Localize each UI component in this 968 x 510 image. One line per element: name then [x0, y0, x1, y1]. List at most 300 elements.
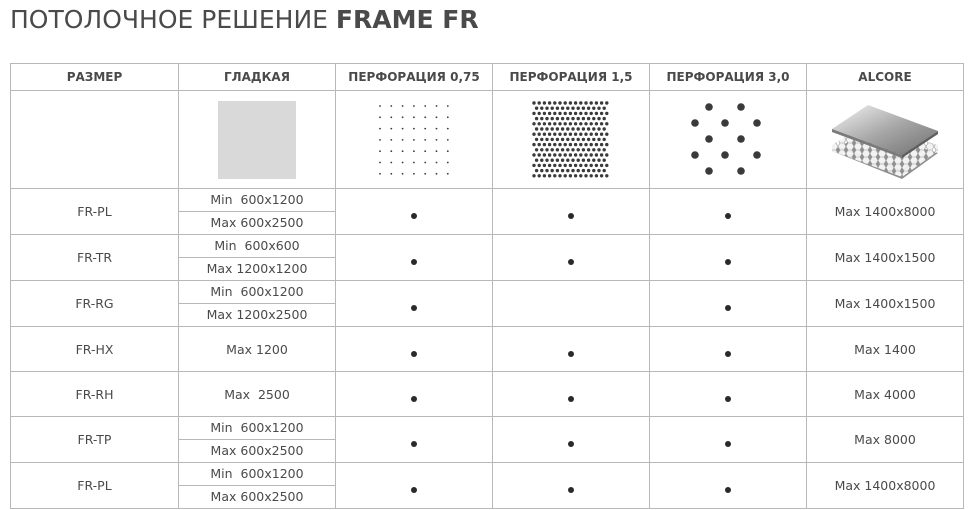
perforation-hole	[577, 127, 580, 130]
perforation-hole	[603, 158, 606, 161]
availability-dot-icon	[725, 396, 731, 402]
perforation-hole	[600, 163, 603, 166]
perforation-hole	[540, 106, 543, 109]
perforation-hole	[538, 153, 541, 156]
perforation-hole	[447, 150, 449, 152]
perforation-hole	[390, 161, 392, 163]
size-cell: FR-TR	[11, 235, 179, 281]
perforation-hole	[540, 168, 543, 171]
perforation-hole	[413, 127, 415, 129]
swatch-alcore-cell	[807, 91, 964, 189]
perforation-hole	[390, 139, 392, 141]
perforation-hole	[545, 158, 548, 161]
perforation-hole	[535, 127, 538, 130]
availability-dot-icon	[725, 441, 731, 447]
alcore-cell: Max 1400x8000	[807, 463, 964, 509]
perforation-hole	[600, 101, 603, 104]
perforation-hole	[424, 127, 426, 129]
perforation-hole	[543, 142, 546, 145]
perforation-hole	[379, 127, 381, 129]
perforation-hole	[574, 111, 577, 114]
header-size: РАЗМЕР	[11, 64, 179, 91]
perforation-hole	[379, 139, 381, 141]
perf075-cell	[336, 372, 493, 417]
alcore-cell: Max 8000	[807, 417, 964, 463]
perforation-hole	[447, 172, 449, 174]
table-row	[11, 372, 964, 417]
perf30-cell	[650, 463, 807, 509]
perforation-hole	[561, 127, 564, 130]
perforation-hole	[569, 142, 572, 145]
perforation-hole	[597, 158, 600, 161]
perforation-hole	[590, 153, 593, 156]
perforation-hole	[577, 116, 580, 119]
alcore-cell: Max 1400x1500	[807, 235, 964, 281]
perforation-hole	[569, 163, 572, 166]
perforation-hole	[587, 148, 590, 151]
perforation-hole	[582, 116, 585, 119]
perforation-hole	[574, 142, 577, 145]
perforation-hole	[535, 148, 538, 151]
smooth-cell	[179, 463, 336, 509]
perforation-hole	[691, 151, 699, 159]
perforation-hole	[592, 158, 595, 161]
perforation-hole	[571, 148, 574, 151]
smooth-cell	[179, 235, 336, 281]
perforation-hole	[543, 153, 546, 156]
perf30-cell	[650, 189, 807, 235]
perforation-30-icon	[689, 101, 767, 179]
perf15-cell	[493, 417, 650, 463]
perf15-cell	[493, 463, 650, 509]
perforation-hole	[603, 106, 606, 109]
perforation-hole	[587, 106, 590, 109]
perforation-hole	[584, 142, 587, 145]
smooth-max-value: Max 1200x1200	[179, 257, 335, 280]
perforation-hole	[600, 174, 603, 177]
perforation-hole	[587, 137, 590, 140]
perforation-hole	[551, 148, 554, 151]
perforation-hole	[436, 161, 438, 163]
perforation-hole	[582, 106, 585, 109]
perforation-hole	[605, 163, 608, 166]
perforation-hole	[579, 153, 582, 156]
smooth-min-value: Min 600x1200	[210, 466, 304, 481]
perforation-hole	[590, 142, 593, 145]
page-title	[10, 3, 479, 37]
size-cell: FR-PL	[11, 463, 179, 509]
perforation-hole	[564, 122, 567, 125]
availability-dot-icon	[568, 441, 574, 447]
perforation-hole	[574, 163, 577, 166]
perforation-hole	[535, 106, 538, 109]
perforation-hole	[413, 172, 415, 174]
perforation-hole	[590, 163, 593, 166]
perforation-hole	[564, 174, 567, 177]
perforation-hole	[600, 111, 603, 114]
perforation-hole	[569, 132, 572, 135]
perforation-hole	[597, 137, 600, 140]
header-perf-15: ПЕРФОРАЦИЯ 1,5	[493, 64, 650, 91]
perforation-hole	[584, 101, 587, 104]
perforation-hole	[532, 142, 535, 145]
perforation-hole	[577, 148, 580, 151]
perforation-hole	[545, 106, 548, 109]
size-cell: FR-PL	[11, 189, 179, 235]
availability-dot-icon	[568, 487, 574, 493]
swatch-row	[11, 91, 964, 189]
perforation-hole	[558, 111, 561, 114]
perforation-hole	[595, 153, 598, 156]
perforation-hole	[579, 132, 582, 135]
perforation-hole	[721, 151, 729, 159]
perforation-hole	[548, 142, 551, 145]
perf30-cell	[650, 281, 807, 327]
perforation-hole	[558, 174, 561, 177]
perforation-hole	[424, 116, 426, 118]
perforation-hole	[402, 172, 404, 174]
perforation-hole	[532, 132, 535, 135]
perforation-hole	[551, 127, 554, 130]
perforation-hole	[605, 101, 608, 104]
perforation-hole	[592, 116, 595, 119]
perforation-hole	[590, 122, 593, 125]
perforation-hole	[532, 153, 535, 156]
perforation-hole	[574, 174, 577, 177]
smooth-cell	[179, 281, 336, 327]
perf15-cell	[493, 372, 650, 417]
perforation-hole	[402, 105, 404, 107]
perforation-hole	[590, 101, 593, 104]
table-row	[11, 327, 964, 372]
perforation-hole	[390, 172, 392, 174]
perforation-hole	[561, 168, 564, 171]
perforation-hole	[564, 163, 567, 166]
perforation-hole	[579, 142, 582, 145]
perforation-hole	[556, 116, 559, 119]
perf075-cell	[336, 281, 493, 327]
perf15-cell	[493, 281, 650, 327]
perf075-cell	[336, 189, 493, 235]
perforation-hole	[597, 116, 600, 119]
smooth-max-value: Max 600x2500	[179, 211, 335, 234]
perforation-hole	[402, 127, 404, 129]
perforation-hole	[577, 158, 580, 161]
perforation-hole	[553, 122, 556, 125]
perforation-hole	[556, 168, 559, 171]
perforation-hole	[737, 167, 745, 175]
perforation-hole	[592, 137, 595, 140]
perforation-hole	[577, 106, 580, 109]
perforation-hole	[532, 163, 535, 166]
perforation-hole	[595, 122, 598, 125]
perforation-hole	[424, 161, 426, 163]
perf30-cell	[650, 417, 807, 463]
perforation-hole	[548, 122, 551, 125]
alcore-cell: Max 1400x8000	[807, 189, 964, 235]
availability-dot-icon	[411, 305, 417, 311]
perforation-hole	[538, 111, 541, 114]
perforation-hole	[571, 158, 574, 161]
availability-dot-icon	[725, 213, 731, 219]
perf15-cell	[493, 189, 650, 235]
smooth-max-value: Max 600x2500	[179, 439, 335, 462]
perforation-hole	[447, 105, 449, 107]
perforation-hole	[424, 105, 426, 107]
perf075-cell	[336, 463, 493, 509]
perforation-hole	[535, 116, 538, 119]
page-title-bold: FRAME FR	[335, 5, 479, 34]
perforation-hole	[379, 161, 381, 163]
perforation-hole	[600, 132, 603, 135]
perforation-hole	[584, 153, 587, 156]
swatch-empty-cell	[11, 91, 179, 189]
perforation-hole	[556, 137, 559, 140]
perforation-hole	[535, 158, 538, 161]
perforation-hole	[538, 101, 541, 104]
perforation-hole	[424, 150, 426, 152]
perforation-hole	[753, 151, 761, 159]
perforation-hole	[413, 105, 415, 107]
perforation-hole	[548, 153, 551, 156]
perforation-hole	[595, 174, 598, 177]
size-cell: FR-HX	[11, 327, 179, 372]
perforation-hole	[390, 127, 392, 129]
alcore-cell: Max 1400	[807, 327, 964, 372]
perforation-hole	[737, 135, 745, 143]
spec-table	[10, 63, 964, 509]
perforation-hole	[582, 158, 585, 161]
perforation-hole	[566, 106, 569, 109]
perforation-hole	[571, 137, 574, 140]
perforation-hole	[579, 111, 582, 114]
perforation-hole	[592, 127, 595, 130]
perforation-hole	[543, 111, 546, 114]
header-perf-075: ПЕРФОРАЦИЯ 0,75	[336, 64, 493, 91]
perforation-hole	[402, 150, 404, 152]
availability-dot-icon	[568, 351, 574, 357]
perf15-cell	[493, 235, 650, 281]
perforation-hole	[584, 122, 587, 125]
perforation-hole	[538, 142, 541, 145]
perforation-hole	[424, 172, 426, 174]
perforation-075-icon	[375, 101, 453, 179]
smooth-cell	[179, 189, 336, 235]
availability-dot-icon	[568, 259, 574, 265]
perforation-hole	[543, 122, 546, 125]
perforation-hole	[540, 158, 543, 161]
perforation-hole	[402, 161, 404, 163]
perforation-hole	[569, 101, 572, 104]
size-cell: FR-RG	[11, 281, 179, 327]
perforation-hole	[590, 111, 593, 114]
perforation-hole	[574, 101, 577, 104]
perforation-hole	[551, 137, 554, 140]
perforation-hole	[597, 168, 600, 171]
perforation-hole	[603, 168, 606, 171]
perforation-hole	[582, 168, 585, 171]
perforation-hole	[587, 116, 590, 119]
perf30-cell	[650, 327, 807, 372]
perforation-hole	[535, 168, 538, 171]
perforation-hole	[545, 116, 548, 119]
perforation-hole	[605, 132, 608, 135]
perforation-hole	[553, 142, 556, 145]
perforation-hole	[600, 153, 603, 156]
table-row	[11, 463, 964, 509]
perforation-hole	[535, 137, 538, 140]
perforation-hole	[540, 116, 543, 119]
perforation-hole	[574, 132, 577, 135]
availability-dot-icon	[411, 351, 417, 357]
perforation-hole	[447, 161, 449, 163]
perforation-hole	[379, 105, 381, 107]
perforation-hole	[551, 116, 554, 119]
perforation-hole	[566, 127, 569, 130]
perforation-hole	[402, 139, 404, 141]
alcore-cell: Max 4000	[807, 372, 964, 417]
availability-dot-icon	[725, 259, 731, 265]
perf075-cell	[336, 235, 493, 281]
perforation-hole	[545, 168, 548, 171]
perforation-hole	[603, 127, 606, 130]
availability-dot-icon	[725, 351, 731, 357]
perforation-hole	[571, 168, 574, 171]
perforation-hole	[532, 101, 535, 104]
perforation-hole	[532, 122, 535, 125]
smooth-cell	[179, 417, 336, 463]
perforation-hole	[553, 101, 556, 104]
perforation-hole	[595, 101, 598, 104]
perforation-hole	[605, 153, 608, 156]
size-cell: FR-RH	[11, 372, 179, 417]
availability-dot-icon	[568, 396, 574, 402]
perforation-hole	[551, 106, 554, 109]
perforation-hole	[597, 127, 600, 130]
perf075-cell	[336, 327, 493, 372]
perforation-hole	[551, 158, 554, 161]
perforation-hole	[558, 163, 561, 166]
swatch-perf-075-cell	[336, 91, 493, 189]
perforation-hole	[561, 106, 564, 109]
availability-dot-icon	[725, 305, 731, 311]
perforation-15-icon	[532, 101, 610, 179]
perf15-cell	[493, 327, 650, 372]
perforation-hole	[556, 106, 559, 109]
availability-dot-icon	[411, 259, 417, 265]
smooth-cell: Max 2500	[179, 372, 336, 417]
perforation-hole	[538, 122, 541, 125]
perforation-hole	[558, 153, 561, 156]
perforation-hole	[584, 174, 587, 177]
perf30-cell	[650, 235, 807, 281]
header-perf-30: ПЕРФОРАЦИЯ 3,0	[650, 64, 807, 91]
perforation-hole	[582, 127, 585, 130]
perforation-hole	[577, 137, 580, 140]
perforation-hole	[436, 116, 438, 118]
perforation-hole	[603, 116, 606, 119]
perforation-hole	[597, 106, 600, 109]
perforation-hole	[553, 174, 556, 177]
perf075-cell	[336, 417, 493, 463]
perforation-hole	[543, 163, 546, 166]
perforation-hole	[571, 106, 574, 109]
perforation-hole	[556, 158, 559, 161]
perforation-hole	[413, 139, 415, 141]
perforation-hole	[577, 168, 580, 171]
perforation-hole	[551, 168, 554, 171]
perforation-hole	[605, 142, 608, 145]
header-smooth: ГЛАДКАЯ	[179, 64, 336, 91]
perforation-hole	[413, 150, 415, 152]
perforation-hole	[569, 153, 572, 156]
perforation-hole	[390, 150, 392, 152]
perforation-hole	[558, 142, 561, 145]
smooth-min-value: Min 600x1200	[210, 284, 304, 299]
perforation-hole	[571, 116, 574, 119]
perforation-hole	[545, 127, 548, 130]
perforation-hole	[569, 111, 572, 114]
perforation-hole	[447, 116, 449, 118]
perforation-hole	[548, 163, 551, 166]
perforation-hole	[595, 142, 598, 145]
perforation-hole	[548, 101, 551, 104]
perforation-hole	[558, 122, 561, 125]
perforation-hole	[595, 163, 598, 166]
perforation-hole	[556, 127, 559, 130]
perforation-hole	[592, 148, 595, 151]
perforation-hole	[447, 127, 449, 129]
perforation-hole	[545, 137, 548, 140]
perforation-hole	[590, 174, 593, 177]
perforation-hole	[436, 105, 438, 107]
perforation-hole	[561, 137, 564, 140]
availability-dot-icon	[411, 213, 417, 219]
perforation-hole	[556, 148, 559, 151]
perforation-hole	[540, 127, 543, 130]
perforation-hole	[545, 148, 548, 151]
perforation-hole	[564, 142, 567, 145]
perforation-hole	[436, 139, 438, 141]
perforation-hole	[603, 137, 606, 140]
perforation-hole	[574, 122, 577, 125]
perforation-hole	[587, 158, 590, 161]
perforation-hole	[561, 116, 564, 119]
perforation-hole	[571, 127, 574, 130]
perforation-hole	[379, 116, 381, 118]
perforation-hole	[605, 174, 608, 177]
header-row	[11, 64, 964, 91]
perforation-hole	[579, 163, 582, 166]
table-row	[11, 417, 964, 463]
perforation-hole	[564, 153, 567, 156]
perforation-hole	[584, 111, 587, 114]
table-row	[11, 235, 964, 281]
perforation-hole	[584, 132, 587, 135]
perforation-hole	[569, 122, 572, 125]
perforation-hole	[379, 150, 381, 152]
perforation-hole	[691, 119, 699, 127]
perforation-hole	[553, 111, 556, 114]
perforation-hole	[582, 148, 585, 151]
perforation-hole	[558, 132, 561, 135]
perforation-hole	[532, 111, 535, 114]
perforation-hole	[538, 163, 541, 166]
perforation-hole	[561, 158, 564, 161]
perforation-hole	[564, 111, 567, 114]
perforation-hole	[390, 105, 392, 107]
perforation-hole	[564, 101, 567, 104]
